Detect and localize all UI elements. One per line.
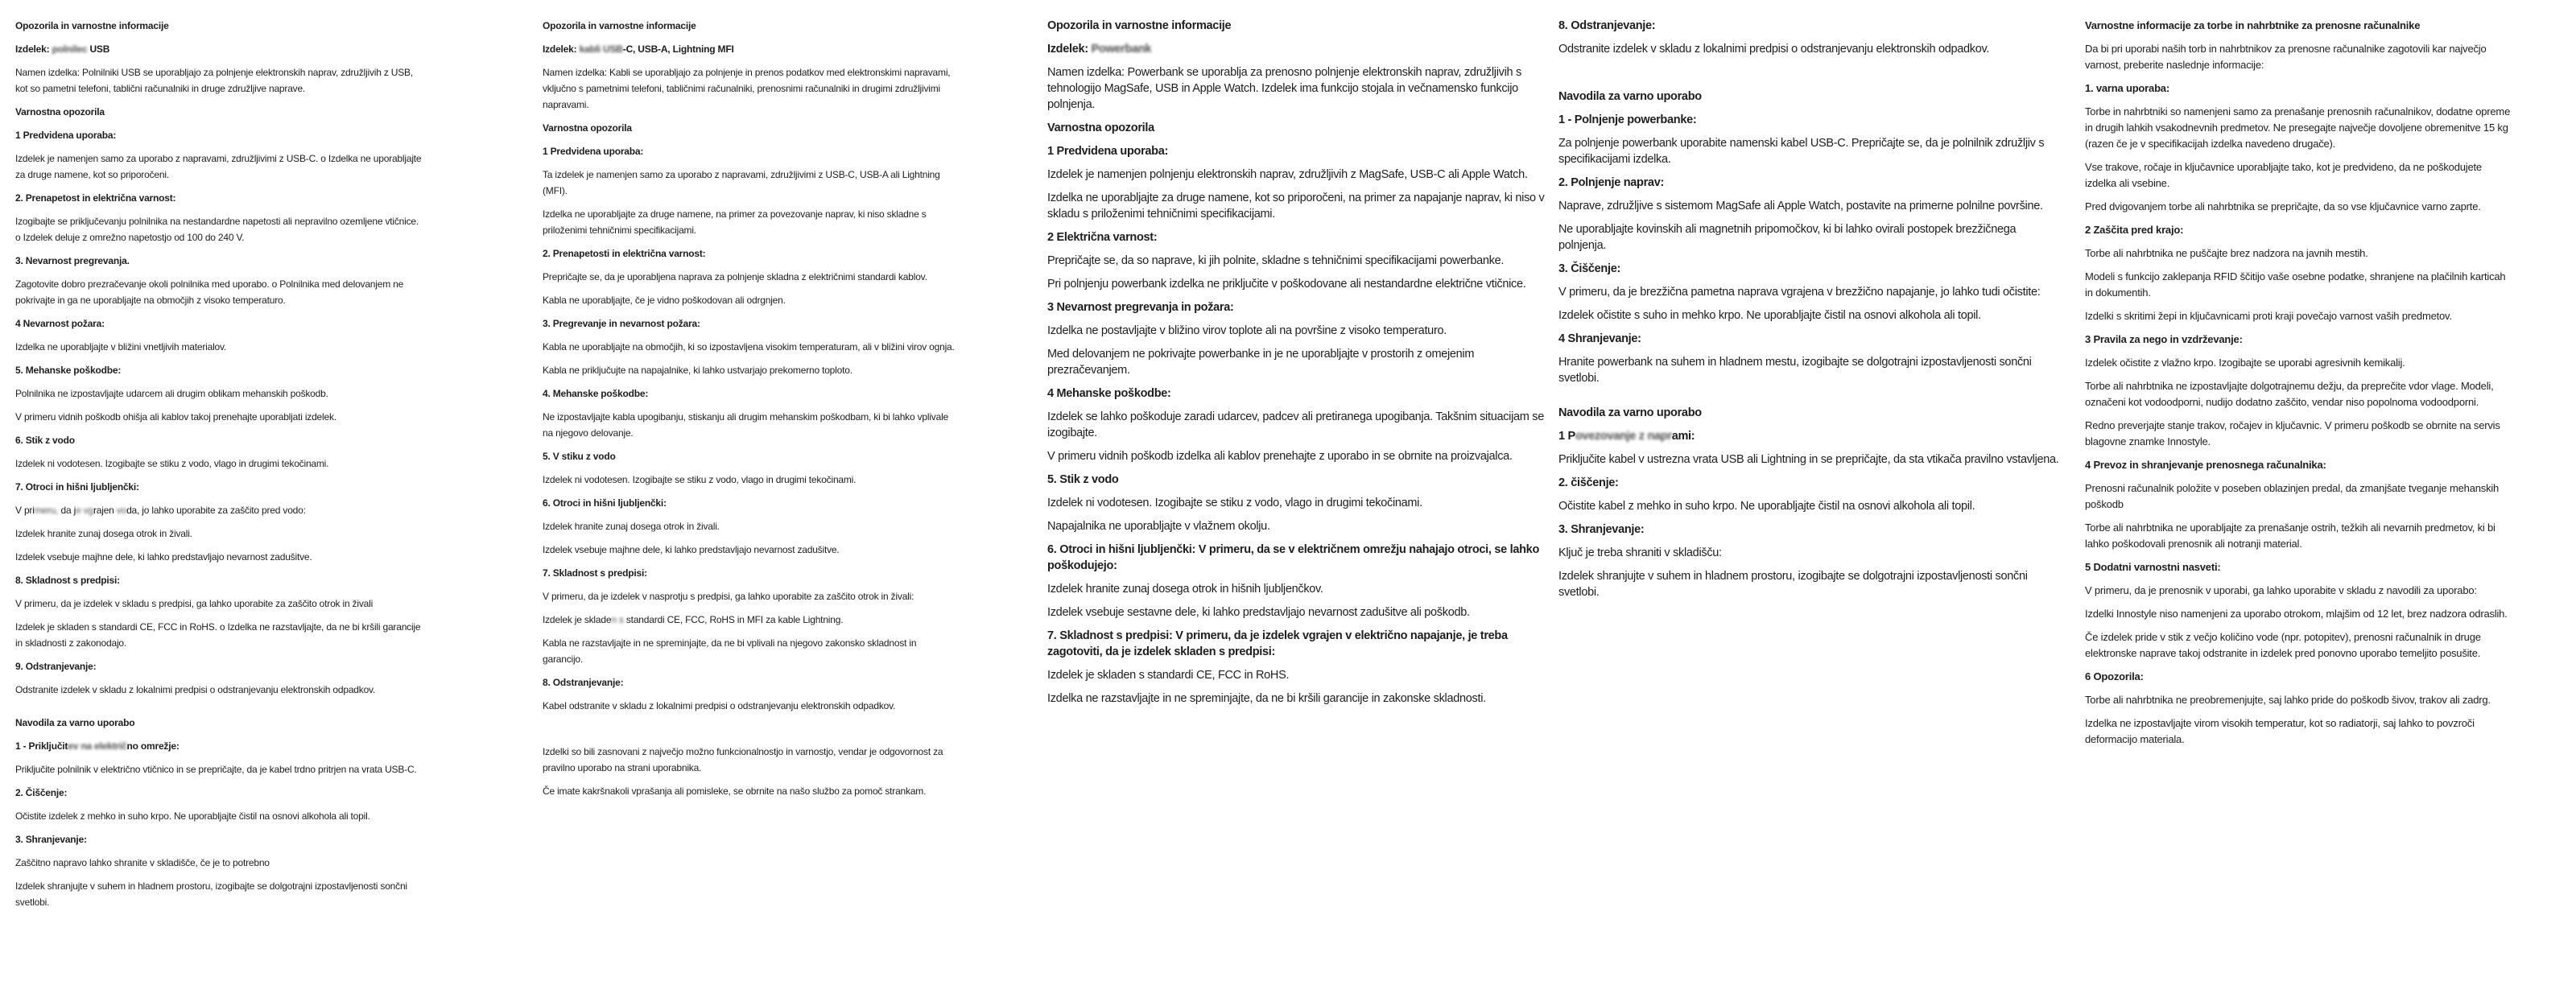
paragraph: Izdelek je namenjen polnjenju elektronskih naprav, združljivih z MagSafe, USB-C ali Apple Watch. [1047,168,1528,181]
document-column-usb-charger [15,18,543,917]
section-heading: 1 Predvidena uporaba: [543,146,644,157]
paragraph: Namen izdelka: Kabli se uporabljajo za polnjenje in prenos podatkov med elektronskimi napravami, vključno s pametnimi telefoni, tabličnimi računalniki, prenosnimi računalniki in drugimi združljivimi napravami. [543,67,951,110]
section-heading: 6. Stik z vodo [15,435,75,446]
paragraph: Izdelek hranite zunaj dosega otrok in živali. [15,528,192,539]
paragraph: Izdelek shranjujte v suhem in hladnem prostoru, izogibajte se dolgotrajni izpostavljenosti sončni svetlobi. [15,880,407,908]
paragraph: Izdelek očistite z vlažno krpo. Izogibajte se uporabi agresivnih kemikalij. [2085,357,2405,369]
paragraph: Če izdelek pride v stik z večjo količino vode (npr. potopitev), prenosni računalnik in druge elektronske naprave takoj odstranite in izdelek pred ponovno uporabo temeljito posušite. [2085,631,2481,659]
section-heading [15,41,422,57]
text-segment: meru, [34,505,61,516]
paragraph: Namen izdelka: Polnilniki USB se uporabljajo za polnjenje elektronskih naprav, združljivih z USB, kot so pametni telefoni, tablični računalniki in druge združljive naprave. [15,67,413,94]
paragraph: Izdelek hranite zunaj dosega otrok in živali. [543,521,720,532]
section-heading: 6. Otroci in hišni ljubljenčki: [543,497,667,509]
section-heading: 3. Čiščenje: [1558,262,1620,275]
text-segment: standardi CE, FCC, RoHS in MFI za kable Lightning. [623,614,844,625]
paragraph: Izdelka ne postavljajte v bližino virov toplote ali na površine z visoko temperaturo. [1047,324,1447,337]
section-heading: 8. Odstranjevanje: [1558,19,1656,32]
paragraph: Izdelki so bili zasnovani z največjo možno funkcionalnostjo in varnostjo, vendar je odgovornost za pravilno uporabo na strani uporabnika. [543,746,943,773]
paragraph: Namen izdelka: Powerbank se uporablja za prenosno polnjenje elektronskih naprav, združljivih s tehnologijo MagSafe, USB in Apple Watch. Izdelek ima funkcijo stojala in večnamensko funkcijo polnjenja. [1047,66,1521,111]
document-column-cables [543,18,1047,806]
section-heading: 3. Nevarnost pregrevanja. [15,255,130,266]
paragraph: Če imate kakršnakoli vprašanja ali pomisleke, se obrnite na našo službo za pomoč strankam. [543,785,927,797]
paragraph: Napajalnika ne uporabljajte v vlažnem okolju. [1047,520,1270,533]
paragraph: Priključite polnilnik v električno vtičnico in se prepričajte, da je kabel trdno pritrjen na vrata USB-C. [15,764,417,775]
paragraph: Torbe ali nahrbtnika ne uporabljajte za prenašanje ostrih, težkih ali nevarnih predmetov, ki bi lahko poškodovali prenosnik ali notranji material. [2085,522,2496,550]
section-heading: 3 Nevarnost pregrevanja in požara: [1047,301,1234,314]
paragraph: Zagotovite dobro prezračevanje okoli polnilnika med uporabo. o Polnilnika med delovanjem ne pokrivajte in ga ne uporabljajte na območjih z visoko temperaturo. [15,278,404,306]
section-heading [1047,41,1545,57]
text-segment: Powerbank [1091,43,1152,56]
paragraph: V primeru vidnih poškodb izdelka ali kablov prenehajte z uporabo in se obrnite na proizvajalca. [1047,450,1513,463]
section-heading: 2. Prenapetost in električna varnost: [15,192,176,204]
paragraph [15,502,422,518]
paragraph: Očistite izdelek z mehko in suho krpo. Ne uporabljajte čistil na osnovi alkohola ali topil. [15,810,370,822]
paragraph: Izogibajte se priključevanju polnilnika na nestandardne napetosti ali nepravilno ozemljene vtičnice. o Izdelek deluje z omrežno napetostjo od 100 do 240 V. [15,216,419,243]
paragraph: Ne izpostavljajte kabla upogibanju, stiskanju ali drugim mehanskim poškodbam, ki bi lahko vplivale na njegovo delovanje. [543,411,949,439]
paragraph: Izdelek je skladen s standardi CE, FCC in RoHS. o Izdelka ne razstavljajte, da ne bi kršili garancije in skladnosti z zakonodajo. [15,621,421,649]
section-heading: 2. Čiščenje: [15,787,68,798]
section-heading: 1 Predvidena uporaba: [15,130,117,141]
section-heading: 4 Shranjevanje: [1558,332,1641,345]
paragraph: Naprave, združljive s sistemom MagSafe ali Apple Watch, postavite na primerne polnilne površine. [1558,200,2043,212]
section-heading: 5. Stik z vodo [1047,473,1119,486]
section-heading: Varnostna opozorila [543,122,632,134]
paragraph: Kabel odstranite v skladu z lokalnimi predpisi o odstranjevanju elektronskih odpadkov. [543,700,896,711]
paragraph: Za polnjenje powerbank uporabite namenski kabel USB-C. Prepričajte se, da je polnilnik združljiv s specifikacijami izdelka. [1558,137,2045,166]
paragraph: Izdelek se lahko poškoduje zaradi udarcev, padcev ali pretiranega upogibanja. Takšnim situacijam se izogibajte. [1047,410,1545,439]
section-heading: 4 Prevoz in shranjevanje prenosnega računalnika: [2085,459,2326,471]
section-heading: 9. Odstranjevanje: [15,661,97,672]
paragraph: Izdelek očistite s suho in mehko krpo. Ne uporabljajte čistil na osnovi alkohola ali topil. [1558,309,1981,322]
paragraph: Izdelka ne izpostavljajte virom visokih temperatur, kot so radiatorji, saj lahko to povzroči deformacijo materiala. [2085,717,2475,745]
section-heading: 4. Mehanske poškodbe: [543,388,649,399]
paragraph: Izdelek vsebuje majhne dele, ki lahko predstavljajo nevarnost zadušitve. [543,544,840,555]
paragraph: Vse trakove, ročaje in ključavnice uporabljajte tako, kot je predvideno, da ne poškodujete izdelka ali vsebine. [2085,161,2482,189]
paragraph: Izdelek ni vodotesen. Izogibajte se stiku z vodo, vlago in drugimi tekočinami. [543,474,857,485]
paragraph: Izdelek ni vodotesen. Izogibajte se stiku z vodo, vlago in drugimi tekočinami. [1047,497,1422,509]
paragraph: V primeru, da je brezžična pametna naprava vgrajena v brezžično napajanje, jo lahko tudi očistite: [1558,286,2041,299]
paragraph: Med delovanjem ne pokrivajte powerbanke in je ne uporabljajte v prostorih z omejenim prezračevanjem. [1047,348,1475,377]
text-segment: no omrežje: [126,740,180,752]
paragraph: Torbe ali nahrbtnika ne preobremenjujte, saj lahko pride do poškodb šivov, trakov ali zadrg. [2085,694,2491,706]
text-segment: rajen [93,505,114,516]
section-heading: Opozorila in varnostne informacije [15,20,169,31]
section-heading: 5. Mehanske poškodbe: [15,365,122,376]
section-heading: 1 - Polnjenje powerbanke: [1558,113,1697,126]
section-heading: Navodila za varno uporabo [1558,406,1702,419]
paragraph: Ključ je treba shraniti v skladišču: [1558,546,1722,559]
paragraph: Da bi pri uporabi naših torb in nahrbtnikov za prenosne računalnike zagotovili kar največjo varnost, preberite naslednje informacije: [2085,43,2487,71]
text-segment: Izdelek je sklade [543,614,612,625]
paragraph: Očistite kabel z mehko in suho krpo. Ne uporabljajte čistil na osnovi alkohola ali topil. [1558,500,1975,513]
paragraph: Izdelek shranjujte v suhem in hladnem prostoru, izogibajte se dolgotrajni izpostavljenosti sončni svetlobi. [1558,570,2028,599]
text-segment: Izdelek: [543,43,580,55]
paragraph: Ne uporabljajte kovinskih ali magnetnih pripomočkov, ki bi lahko ovirali postopek brezžičnega polnjenja. [1558,223,2017,252]
section-heading: 3. Shranjevanje: [15,834,87,845]
text-segment: -C, USB-A, Lightning MFI [622,43,734,55]
text-segment: ami: [1671,430,1695,443]
section-heading [1558,428,2059,444]
document-column-powerbank-continued [1558,18,2085,608]
paragraph: V primeru, da je prenosnik v uporabi, ga lahko uporabite v skladu z navodili za uporabo: [2085,584,2477,596]
paragraph: Izdelka ne uporabljajte za druge namene, kot so priporočeni, na primer za napajanje naprav, ki niso v skladu s priloženimi tehničnimi specifikacijami. [1047,192,1545,221]
section-heading: Opozorila in varnostne informacije [543,20,696,31]
text-segment: 1 P [1558,430,1575,443]
text-segment: vo [114,505,127,516]
text-segment: ovezovanje z napr [1575,430,1672,443]
section-heading: 7. Skladnost s predpisi: V primeru, da je izdelek vgrajen v električno napajanje, je treba zagotoviti, da je izdelek skladen s predpisi: [1047,629,1508,658]
text-segment: Izdelek: [15,43,52,55]
section-heading: Navodila za varno uporabo [15,717,135,728]
paragraph: Izdelki Innostyle niso namenjeni za uporabo otrokom, mlajšim od 12 let, brez nadzora odraslih. [2085,608,2508,620]
paragraph: Odstranite izdelek v skladu z lokalnimi predpisi o odstranjevanju elektronskih odpadkov. [15,684,376,695]
section-heading: 2. čiščenje: [1558,476,1619,489]
paragraph: Izdelek vsebuje majhne dele, ki lahko predstavljajo nevarnost zadušitve. [15,551,312,563]
text-segment: polnilec [52,43,88,55]
paragraph: Pred dvigovanjem torbe ali nahrbtnika se prepričajte, da so vse ključavnice varno zaprte. [2085,200,2481,212]
section-heading: 4 Mehanske poškodbe: [1047,387,1171,400]
paragraph: Torbe in nahrbtniki so namenjeni samo za prenašanje prenosnih računalnikov, dodatne opreme in drugih lahkih vsakodnevnih predmetov. Ne presegajte največje dovoljene obremenitve 15 kg (razen če je v specifikacijah izdelka navedeno drugače). [2085,105,2511,150]
text-segment: ev na električ [68,740,127,752]
spacer [1558,64,2085,89]
paragraph: Priključite kabel v ustrezna vrata USB ali Lightning in se prepričajte, da sta vtikača pravilno vstavljena. [1558,453,2059,466]
paragraph: Redno preverjajte stanje trakov, ročajev in ključavnic. V primeru poškodb se obrnite na servis blagovne znamke Innostyle. [2085,419,2500,447]
section-heading: Navodila za varno uporabo [1558,90,1702,103]
section-heading: 2. Polnjenje naprav: [1558,176,1664,189]
spacer [543,721,1047,744]
section-heading: 1. varna uporaba: [2085,82,2169,94]
section-heading: 2. Prenapetosti in električna varnost: [543,248,706,259]
text-segment: da j [60,505,76,516]
section-heading: Varnostna opozorila [15,106,105,118]
section-heading: 3 Pravila za nego in vzdrževanje: [2085,333,2243,345]
text-segment: da, jo lahko uporabite za zaščito pred vodo: [126,505,306,516]
section-heading: 6 Opozorila: [2085,670,2144,682]
paragraph: Torbe ali nahrbtnika ne izpostavljajte dolgotrajnemu dežju, da preprečite vdor vlage. Modeli, označeni kot vodoodporni, nudijo dodatno zaščito, vendar niso popolnoma vodoodporni. [2085,380,2494,408]
paragraph: Polnilnika ne izpostavljajte udarcem ali drugim oblikam mehanskih poškodb. [15,388,328,399]
section-heading: 6. Otroci in hišni ljubljenčki: V primeru, da se v električnem omrežju nahajajo otroci, se lahko poškodujejo: [1047,543,1539,572]
paragraph: Izdelek je skladen s standardi CE, FCC in RoHS. [1047,669,1290,682]
spacer [1558,394,2085,405]
section-heading: 3. Shranjevanje: [1558,523,1645,536]
paragraph: Ta izdelek je namenjen samo za uporabo z napravami, združljivimi z USB-C, USB-A ali Lightning (MFI). [543,169,940,196]
paragraph: Izdelki s skritimi žepi in ključavnicami proti kraji povečajo varnost vaših predmetov. [2085,310,2452,322]
section-heading: Opozorila in varnostne informacije [1047,19,1232,32]
paragraph: Izdelka ne uporabljajte za druge namene, na primer za povezovanje naprav, ki niso skladne s priloženimi tehničnimi specifikacijami. [543,208,927,236]
paragraph: Izdelek je namenjen samo za uporabo z napravami, združljivimi z USB-C. o Izdelka ne uporabljajte za druge namene, kot so priporočeni. [15,153,422,180]
section-heading: 3. Pregrevanje in nevarnost požara: [543,318,700,329]
section-heading: 8. Odstranjevanje: [543,677,624,688]
text-segment: e vg [76,505,93,516]
text-segment: Izdelek: [1047,43,1092,56]
paragraph: Izdelka ne razstavljajte in ne spreminjajte, da ne bi kršili garancije in zakonske skladnosti. [1047,692,1486,705]
section-heading [15,738,422,754]
section-heading: 5 Dodatni varnostni nasveti: [2085,561,2221,573]
paragraph: Prepričajte se, da so naprave, ki jih polnite, skladne s tehničnimi specifikacijami powerbanke. [1047,254,1505,267]
document-column-powerbank [1047,18,1558,714]
paragraph: Izdelek hranite zunaj dosega otrok in hišnih ljubljenčkov. [1047,583,1323,596]
paragraph: V primeru, da je izdelek v skladu s predpisi, ga lahko uporabite za zaščito otrok in živali [15,598,374,609]
text-segment: n s [611,614,624,625]
section-heading [543,41,955,57]
spacer [15,705,543,715]
paragraph: Kabla ne priključujte na napajalnike, ki lahko ustvarjajo prekomerno toploto. [543,365,852,376]
section-heading: 5. V stiku z vodo [543,451,616,462]
text-segment: kabli USB [579,43,623,55]
paragraph: Kabla ne razstavljajte in ne spreminjajte, da ne bi vplivali na njegovo zakonsko skladnost in garancijo. [543,637,917,665]
paragraph: Kabla ne uporabljajte, če je vidno poškodovan ali odrgnjen. [543,295,786,306]
section-heading: 8. Skladnost s predpisi: [15,575,120,586]
section-heading: 7. Skladnost s predpisi: [543,567,647,579]
section-heading: 2 Električna varnost: [1047,231,1158,244]
paragraph: V primeru vidnih poškodb ohišja ali kablov takoj prenehajte uporabljati izdelek. [15,411,336,423]
text-segment: 1 - Priključit [15,740,68,752]
section-heading: 2 Zaščita pred krajo: [2085,224,2184,236]
paragraph: Prenosni računalnik položite v poseben oblazinjen predal, da zmanjšate tveganje mehanskih poškodb [2085,482,2500,510]
section-heading: Varnostna opozorila [1047,122,1154,134]
section-heading: 4 Nevarnost požara: [15,318,105,329]
paragraph: Izdelka ne uporabljajte v bližini vnetljivih materialov. [15,341,227,353]
paragraph: Kabla ne uporabljajte na območjih, ki so izpostavljena visokim temperaturam, ali v bližini virov ognja. [543,341,955,353]
section-heading: 1 Predvidena uporaba: [1047,145,1169,158]
paragraph: Pri polnjenju powerbank izdelka ne priključite v poškodovane ali nestandardne električne vtičnice. [1047,278,1526,291]
document-column-laptop-bags [2085,18,2576,755]
section-heading: 7. Otroci in hišni ljubljenčki: [15,481,139,493]
text-segment: V pri [15,505,35,516]
paragraph: Izdelek ni vodotesen. Izogibajte se stiku z vodo, vlago in drugimi tekočinami. [15,458,329,469]
paragraph: Odstranite izdelek v skladu z lokalnimi predpisi o odstranjevanju elektronskih odpadkov. [1558,43,1990,56]
paragraph: Zaščitno napravo lahko shranite v skladišče, če je to potrebno [15,857,270,868]
paragraph: V primeru, da je izdelek v nasprotju s predpisi, ga lahko uporabite za zaščito otrok in živali: [543,591,914,602]
paragraph: Hranite powerbank na suhem in hladnem mestu, izogibajte se dolgotrajni izpostavljenosti sončni svetlobi. [1558,356,2032,385]
section-heading: Varnostne informacije za torbe in nahrbtnike za prenosne računalnike [2085,19,2421,31]
paragraph: Izdelek vsebuje sestavne dele, ki lahko predstavljajo nevarnost zadušitve ali poškodb. [1047,606,1470,619]
paragraph: Prepričajte se, da je uporabljena naprava za polnjenje skladna z električnimi standardi kablov. [543,271,927,282]
text-segment: USB [87,43,110,55]
paragraph: Torbe ali nahrbtnika ne puščajte brez nadzora na javnih mestih. [2085,247,2368,259]
paragraph: Modeli s funkcijo zaklepanja RFID ščitijo vaše osebne podatke, shranjene na plačilnih karticah in dokumentih. [2085,270,2506,299]
paragraph [543,612,955,628]
